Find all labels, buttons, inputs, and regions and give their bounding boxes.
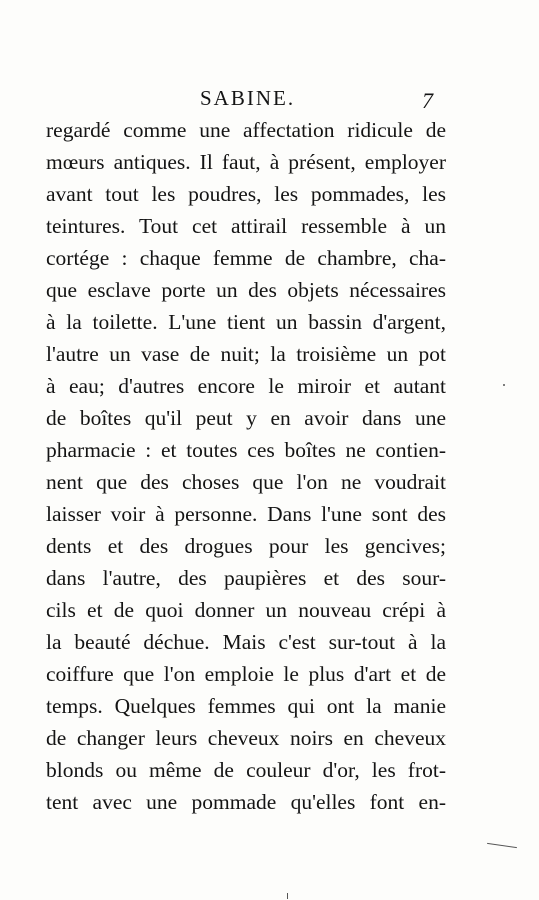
text-line: l'autre un vase de nuit; la troisième un pot [46,342,446,366]
text-line: avant tout les poudres, les pommades, les [46,182,446,206]
scan-mark [503,384,505,386]
text-line: de changer leurs cheveux noirs en cheveux [46,726,446,750]
text-line: tent avec une pommade qu'elles font en- [46,790,446,814]
text-line: mœurs antiques. Il faut, à présent, employer [46,150,446,174]
text-line: cils et de quoi donner un nouveau crépi à [46,598,446,622]
text-line: temps. Quelques femmes qui ont la manie [46,694,446,718]
text-line: à eau; d'autres encore le miroir et autant [46,374,446,398]
running-head: SABINE. [200,86,296,110]
body-text [46,114,446,818]
text-line: laisser voir à personne. Dans l'une sont des [46,502,446,526]
text-line: dans l'autre, des paupières et des sour- [46,566,446,590]
scan-mark [487,843,517,848]
text-line: pharmacie : et toutes ces boîtes ne contien- [46,438,446,462]
text-line: coiffure que l'on emploie le plus d'art et de [46,662,446,686]
text-line: blonds ou même de couleur d'or, les frot- [46,758,446,782]
text-line: à la toilette. L'une tient un bassin d'argent, [46,310,446,334]
text-line: teintures. Tout cet attirail ressemble à un [46,214,446,238]
page-number: 7 [422,88,433,113]
text-line: dents et des drogues pour les gencives; [46,534,446,558]
text-line: cortége : chaque femme de chambre, cha- [46,246,446,270]
text-line: nent que des choses que l'on ne voudrait [46,470,446,494]
scan-mark [287,893,288,899]
text-line: la beauté déchue. Mais c'est sur-tout à la [46,630,446,654]
text-line: de boîtes qu'il peut y en avoir dans une [46,406,446,430]
text-line: regardé comme une affectation ridicule de [46,118,446,142]
text-line: que esclave porte un des objets nécessaires [46,278,446,302]
